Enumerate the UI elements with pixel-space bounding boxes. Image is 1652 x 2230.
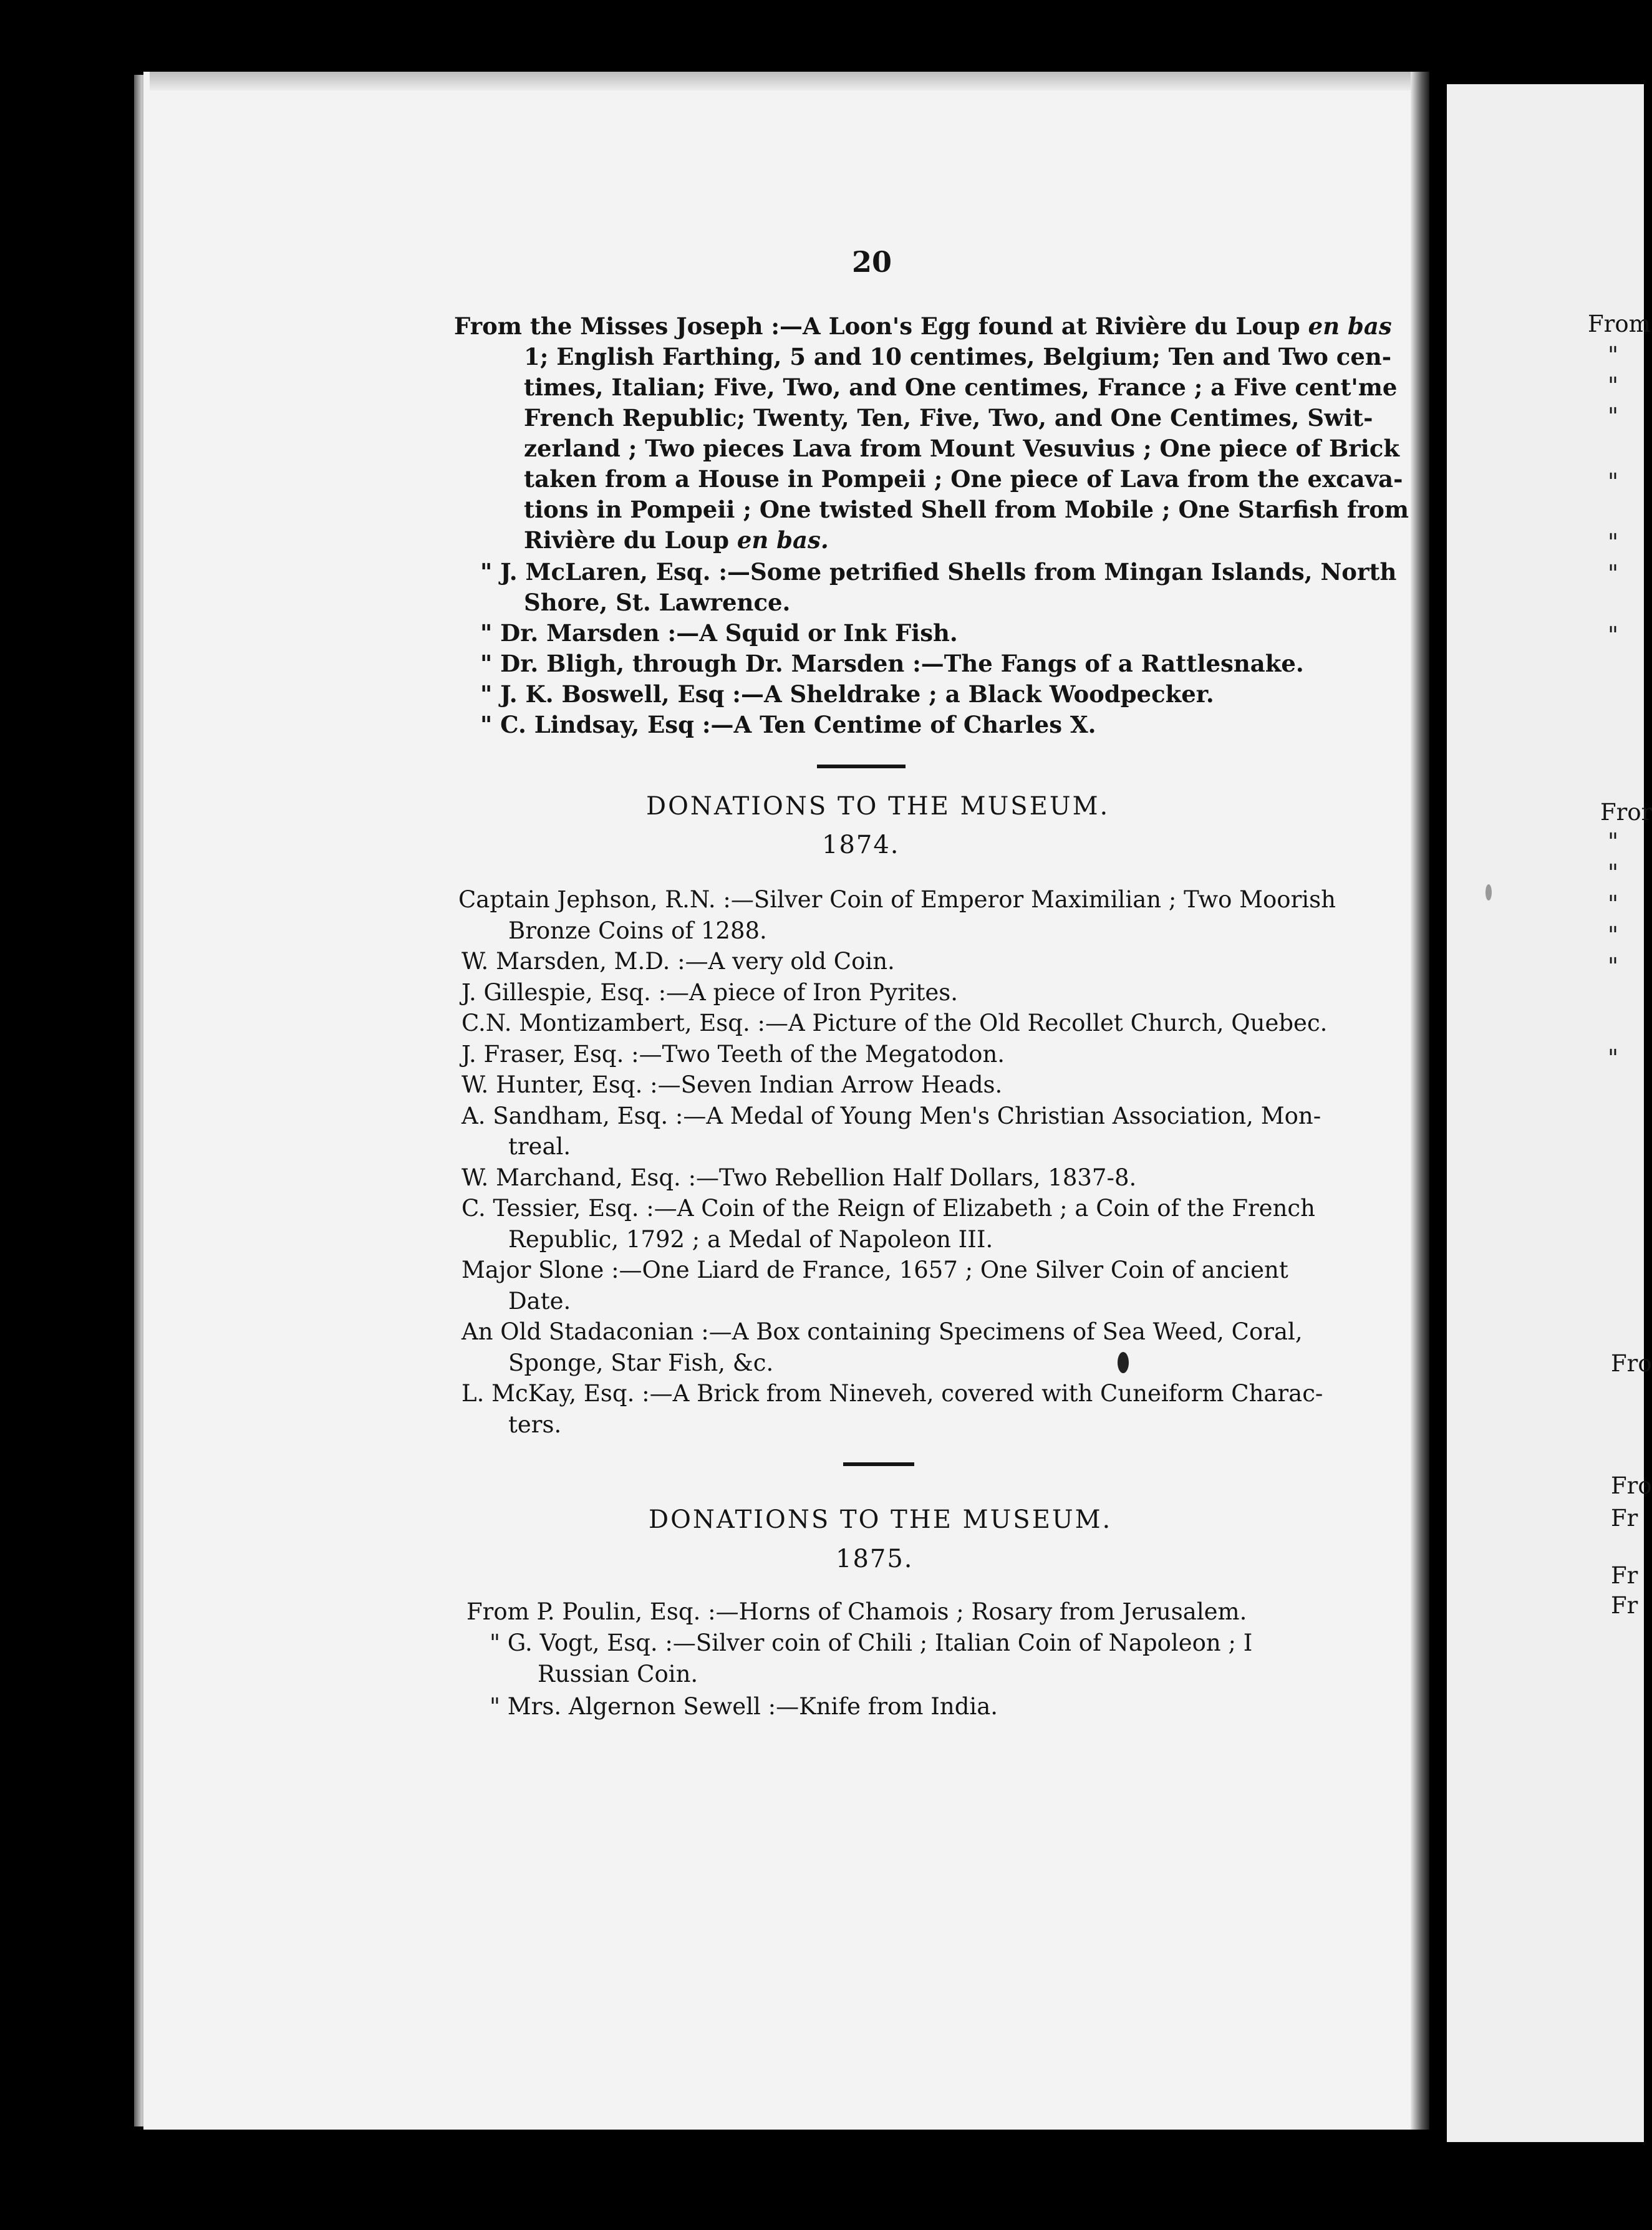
section-heading: DONATIONS TO THE MUSEUM. <box>646 792 1110 821</box>
facing-page-fragment: " <box>1608 342 1619 369</box>
entry-text: " C. Lindsay, Esq :—A Ten Centime of Charles X. <box>480 711 1096 738</box>
donation-line: Russian Coin. <box>538 1661 698 1687</box>
facing-page-fragment: Fro <box>1611 1350 1652 1377</box>
donation-line: C.N. Montizambert, Esq. :—A Picture of the Old Recollet Church, Quebec. <box>461 1010 1328 1036</box>
donation-line: Major Slone :—One Liard de France, 1657 ; One Silver Coin of ancient <box>461 1257 1288 1283</box>
entry-line <box>524 372 1397 403</box>
donation-line: J. Fraser, Esq. :—Two Teeth of the Megatodon. <box>461 1040 1005 1068</box>
entry-line <box>524 494 1409 525</box>
entry-text: French Republic; Twenty, Ten, Five, Two, and One Centimes, Swit- <box>524 404 1373 432</box>
facing-page-fragment: Fr <box>1611 1562 1638 1589</box>
donation-line: W. Marchand, Esq. :—Two Rebellion Half Dollars, 1837-8. <box>461 1164 1137 1191</box>
donation-line: treal. <box>508 1133 571 1160</box>
margin-mark <box>1485 884 1492 900</box>
entry-line <box>524 463 1403 495</box>
facing-page-fragment: " <box>1608 1045 1619 1071</box>
entry-text: From the Misses Joseph :—A Loon's Egg found at Rivière du Loup <box>454 312 1308 340</box>
facing-page-fragment: Fror <box>1600 799 1652 826</box>
donation-line: " G. Vogt, Esq. :—Silver coin of Chili ; Italian Coin of Napoleon ; I <box>490 1629 1253 1656</box>
entry-text: Rivière du Loup <box>524 526 737 554</box>
facing-page-fragment: " <box>1608 828 1619 855</box>
entry-text: " Dr. Marsden :—A Squid or Ink Fish. <box>480 619 958 647</box>
donation-line: Sponge, Star Fish, &c. <box>508 1349 774 1376</box>
entry-text: tions in Pompeii ; One twisted Shell from Mobile ; One Starfish from <box>524 496 1409 523</box>
entry-text: times, Italian; Five, Two, and One centimes, France ; a Five cent'me <box>524 374 1398 401</box>
donation-line: W. Hunter, Esq. :—Seven Indian Arrow Heads. <box>461 1071 1003 1098</box>
section-year: 1874. <box>822 831 900 859</box>
facing-page-fragment: " <box>1608 859 1619 886</box>
entry-text: zerland ; Two pieces Lava from Mount Vesuvius ; One piece of Brick <box>524 435 1399 462</box>
facing-page-fragment: " <box>1608 403 1619 430</box>
donation-line: " Mrs. Algernon Sewell :—Knife from India. <box>490 1693 998 1720</box>
facing-page-fragment: Fr <box>1611 1592 1638 1619</box>
facing-page-fragment: " <box>1608 560 1619 587</box>
entry-line <box>524 402 1373 433</box>
facing-page-fragment: " <box>1608 372 1619 399</box>
entry-line <box>524 433 1399 464</box>
donation-line: Date. <box>508 1287 571 1315</box>
facing-page-fragment: Fro <box>1611 1472 1652 1499</box>
entry-text: " Dr. Bligh, through Dr. Marsden :—The Fangs of a Rattlesnake. <box>480 650 1304 677</box>
italic-text: en bas <box>1308 312 1392 340</box>
book-gutter <box>1411 72 1429 2130</box>
facing-page-fragment: " <box>1608 953 1619 980</box>
entry-text: " J. K. Boswell, Esq :—A Sheldrake ; a Black Woodpecker. <box>480 680 1214 708</box>
donation-line: Bronze Coins of 1288. <box>508 917 767 944</box>
section-divider <box>817 765 906 768</box>
facing-page-fragment: " <box>1608 922 1619 948</box>
entry-line <box>524 524 829 556</box>
page-number: 20 <box>852 245 892 279</box>
facing-page-fragment: " <box>1608 622 1619 649</box>
donation-line: J. Gillespie, Esq. :—A piece of Iron Pyrites. <box>461 978 959 1006</box>
entry-line <box>524 341 1391 372</box>
donation-line: L. McKay, Esq. :—A Brick from Nineveh, covered with Cuneiform Charac- <box>461 1380 1323 1407</box>
donation-line: Captain Jephson, R.N. :—Silver Coin of Emperor Maximilian ; Two Moorish <box>458 886 1336 913</box>
facing-page-fragment: " <box>1608 529 1619 556</box>
facing-page-fragment: " <box>1608 891 1619 917</box>
entry-line <box>480 678 1214 710</box>
entry-line <box>480 648 1304 679</box>
entry-line <box>480 617 958 649</box>
section-heading: DONATIONS TO THE MUSEUM. <box>649 1505 1113 1534</box>
entry-line <box>524 587 790 618</box>
entry-text: Shore, St. Lawrence. <box>524 589 791 616</box>
donation-line: ters. <box>508 1411 562 1438</box>
entry-text: taken from a House in Pompeii ; One piece of Lava from the excava- <box>524 465 1403 493</box>
italic-text: en bas. <box>737 526 829 554</box>
ink-blot <box>1118 1352 1129 1373</box>
donation-line: Republic, 1792 ; a Medal of Napoleon III. <box>508 1225 993 1253</box>
donation-line: From P. Poulin, Esq. :—Horns of Chamois ; Rosary from Jerusalem. <box>466 1598 1247 1625</box>
entry-text: 1; English Farthing, 5 and 10 centimes, Belgium; Ten and Two cen- <box>524 343 1392 370</box>
facing-page-fragment: From <box>1588 311 1651 337</box>
page-top-shadow <box>150 72 1422 90</box>
section-divider <box>843 1462 914 1466</box>
donation-line: C. Tessier, Esq. :—A Coin of the Reign of Elizabeth ; a Coin of the French <box>461 1195 1315 1222</box>
section-year: 1875. <box>836 1545 914 1573</box>
facing-page-fragment: " <box>1608 468 1619 495</box>
entry-text: " J. McLaren, Esq. :—Some petrified Shells from Mingan Islands, North <box>480 558 1397 586</box>
donation-line: A. Sandham, Esq. :—A Medal of Young Men's Christian Association, Mon- <box>461 1102 1321 1129</box>
donation-line: An Old Stadaconian :—A Box containing Specimens of Sea Weed, Coral, <box>461 1318 1303 1345</box>
entry-line <box>480 709 1096 740</box>
entry-line <box>454 311 1392 342</box>
donation-line: W. Marsden, M.D. :—A very old Coin. <box>461 948 895 975</box>
entry-line <box>480 556 1396 587</box>
facing-page-fragment: Fr <box>1611 1505 1638 1532</box>
